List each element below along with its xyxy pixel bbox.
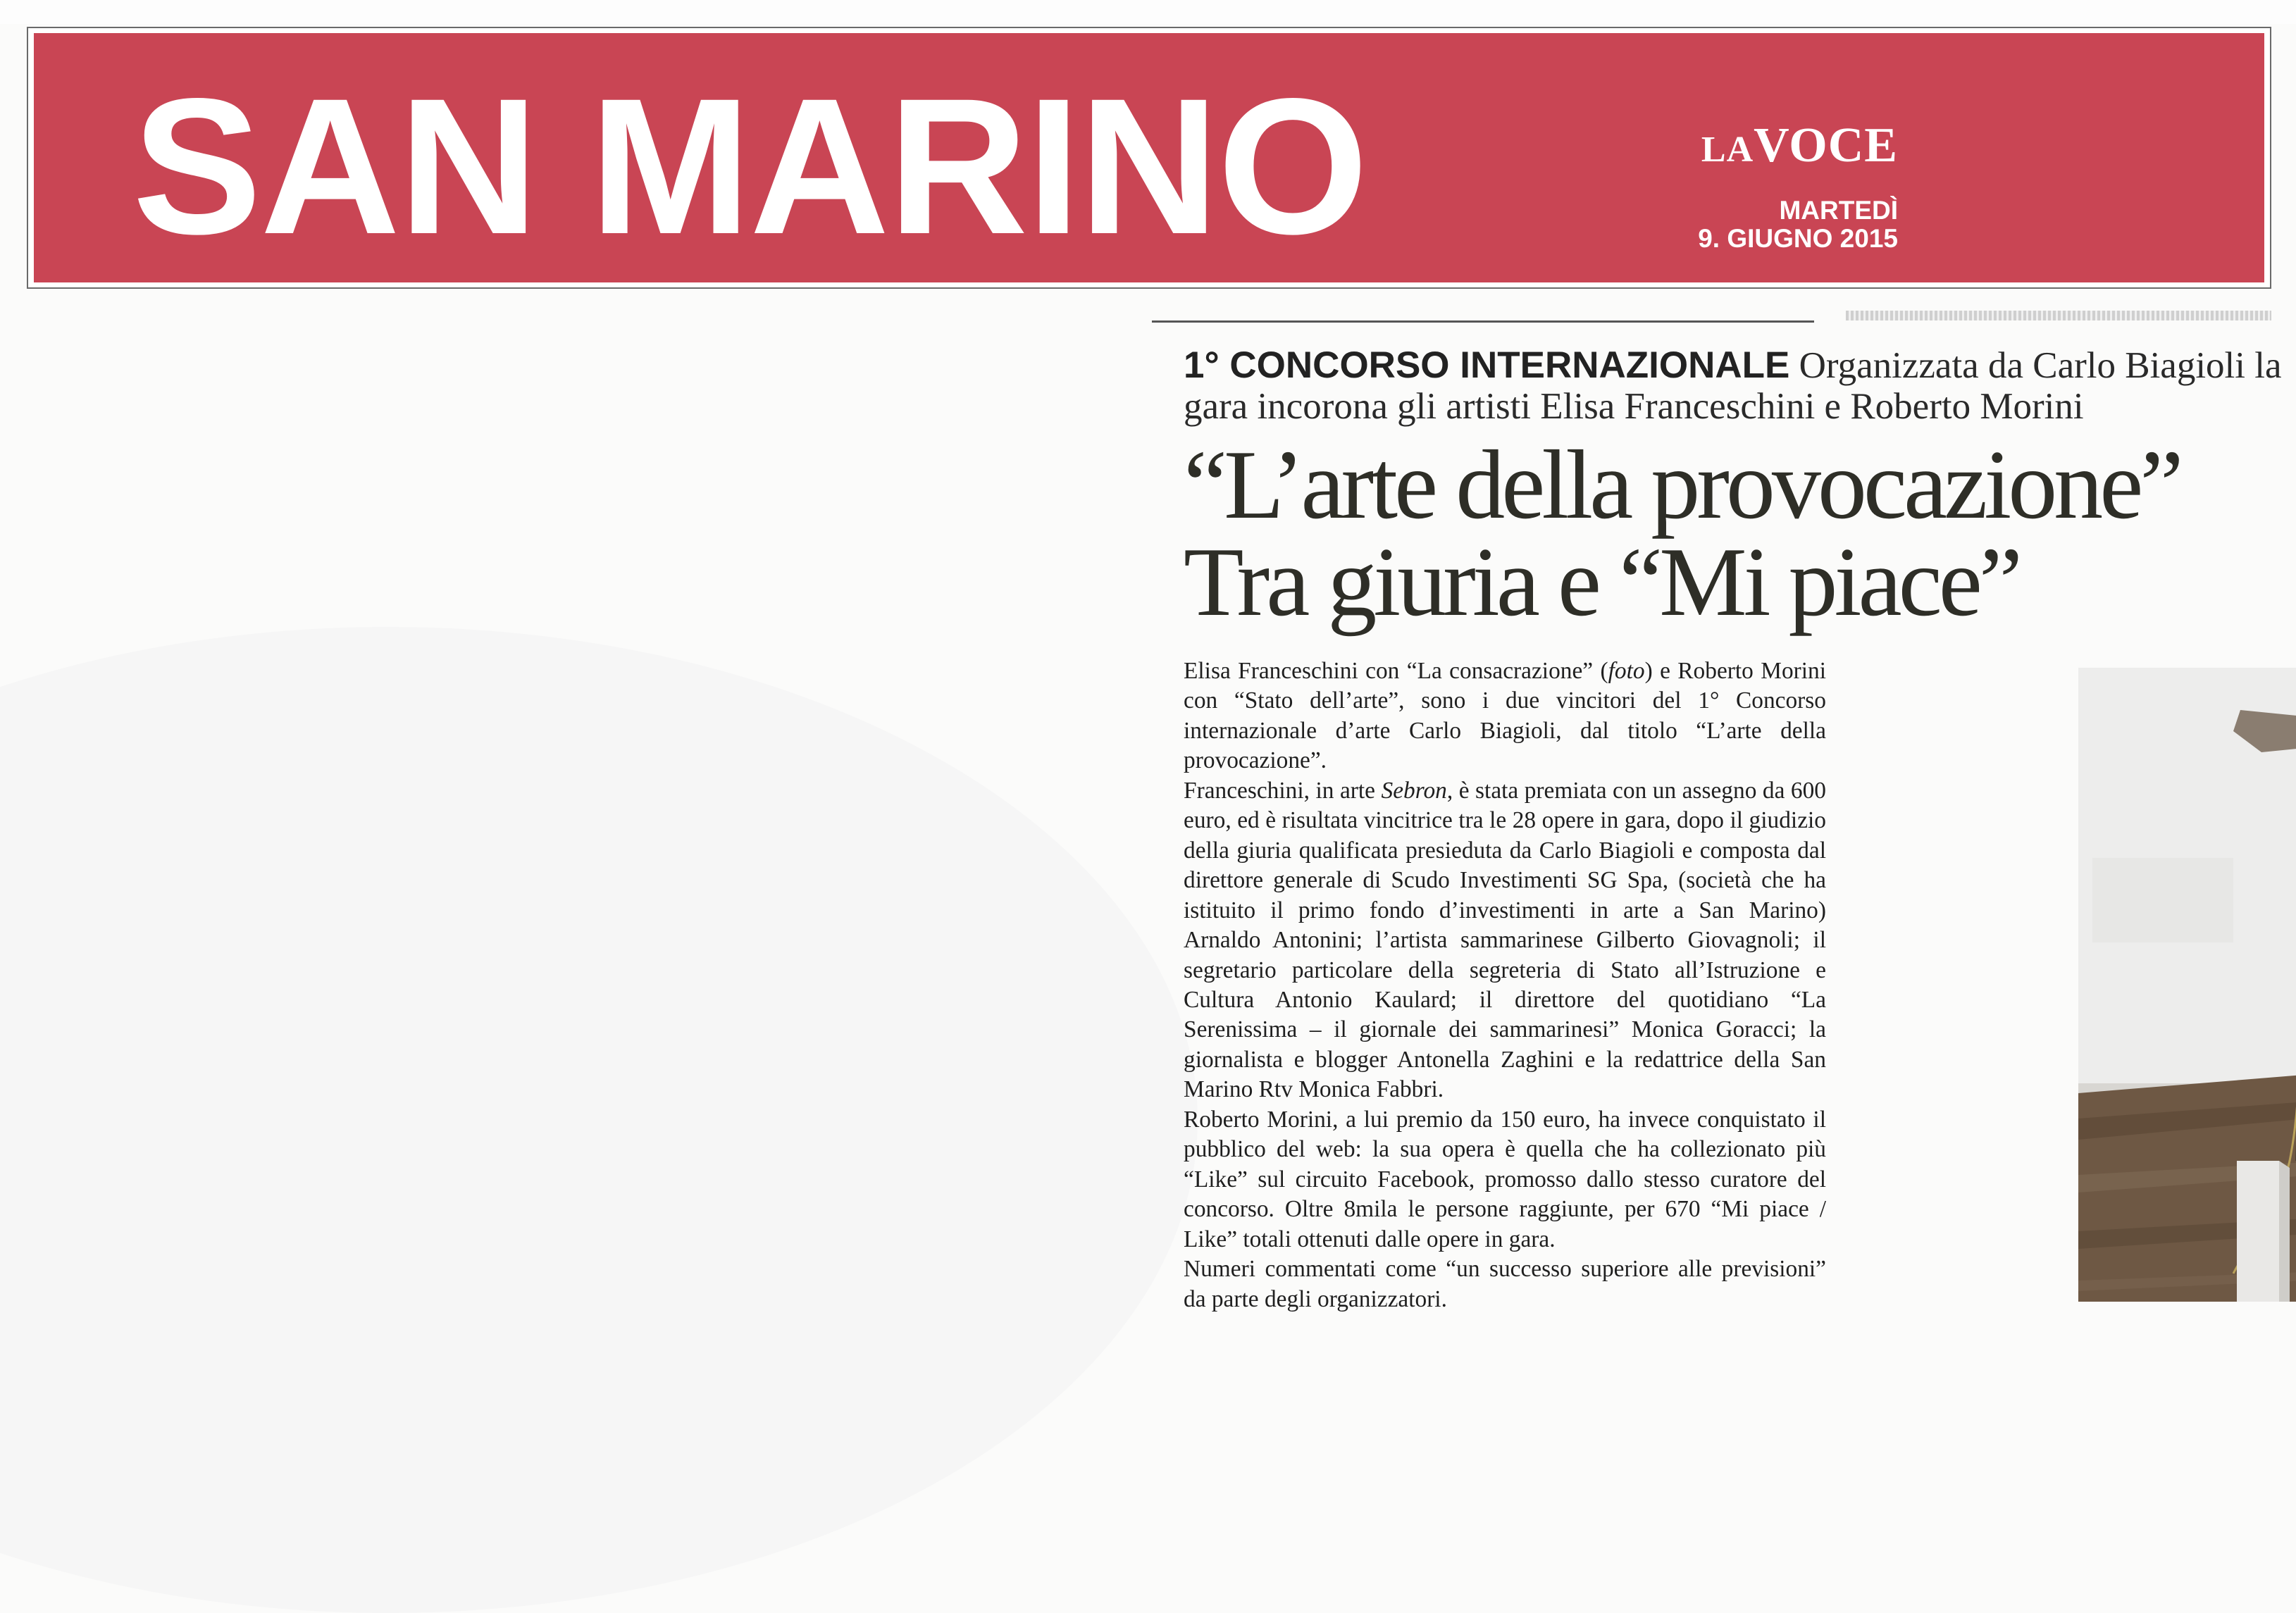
body-text: Elisa Franceschini con “La consacrazione” ( [1184, 658, 1608, 684]
issue-date: 9. GIUGNO 2015 [1698, 224, 1898, 253]
body-italic: foto [1608, 658, 1645, 684]
halftone-rule [1846, 311, 2271, 320]
kicker-text: Organizzata da Carlo Biagioli la gara incorona gli artisti Elisa Franceschini e Roberto Morini [1184, 345, 2282, 427]
scan-margin [0, 0, 2296, 24]
body-text: Franceschini, in arte [1184, 777, 1382, 804]
article-kicker [1184, 345, 2283, 427]
artwork-photo [2078, 668, 2296, 1302]
newspaper-logo [1701, 118, 1898, 178]
paper-shadow [0, 627, 1198, 1613]
logo-main: VOCE [1754, 118, 1898, 173]
issue-weekday: MARTEDÌ [1779, 196, 1898, 225]
headline-line-2: Tra giuria e “Mi piace” [1184, 528, 2020, 637]
section-title: SAN MARINO [132, 58, 1367, 275]
sculpture-photo-image [2078, 668, 2296, 1302]
body-text: ) e Roberto Morini con “Stato dell’arte”, sono i due vincitori del 1° Concorso internazionale d’arte Carlo Biagioli, dal titolo “L’arte della provocazione”. [1184, 658, 1827, 774]
body-paragraph: Numeri commentati come “un successo superiore alle previsioni” da parte degli organizzatori. [1184, 1256, 1826, 1312]
body-text: , è stata premiata con un assegno da 600 euro, ed è risultata vincitrice tra le 28 opere in gara, dopo il giudizio della giuria qualificata presieduta da Carlo Biagioli e composta dal direttore generale di Scudo Investimenti SG Spa, (società che ha istituito il primo fondo d’investimenti in arte a San Marino) Arnaldo Antonini; l’artista sammarinese Gilberto Giovagnoli; il segretario particolare della segreteria di Stato all’Istruzione e Cultura Antonio Kaulard; il direttore del quotidiano “La Serenissima – il giornale dei sammarinesi” Monica Goracci; la giornalista e blogger Antonella Zaghini e la redattrice della San Marino Rtv Monica Fabbri. [1184, 777, 1827, 1103]
headline-line-1: “L’arte della provocazione” [1184, 430, 2180, 540]
article-top-rule [1152, 320, 1814, 323]
body-paragraph: Roberto Morini, a lui premio da 150 euro, ha invece conquistato il pubblico del web: la sua opera è quella che ha collezionato più “Like” sul circuito Facebook, promosso dallo stesso curatore del concorso. Oltre 8mila le persone raggiunte, per 670 “Mi piace / Like” totali ottenuti dalle opere in gara. [1184, 1106, 1826, 1252]
masthead-banner [34, 33, 2264, 282]
body-paragraph [1184, 776, 1826, 1105]
article-body [1184, 656, 1826, 1314]
kicker-label: 1° CONCORSO INTERNAZIONALE [1184, 344, 1790, 386]
article-headline [1184, 430, 2283, 637]
logo-prefix: LA [1701, 130, 1754, 170]
body-paragraph [1184, 656, 1826, 776]
body-italic: Sebron [1381, 777, 1447, 804]
